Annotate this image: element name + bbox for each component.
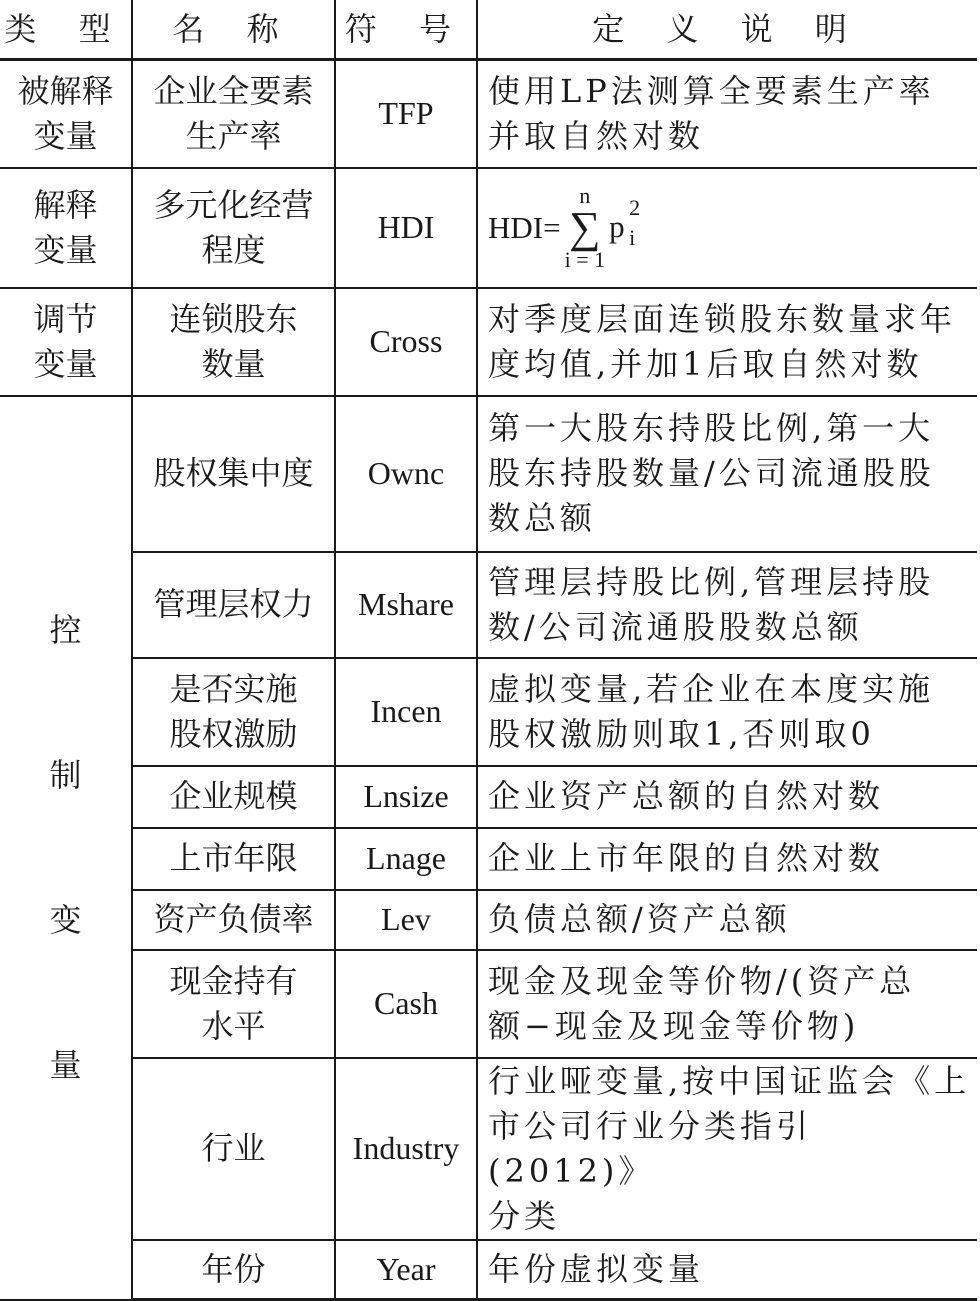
definition-text: 使用LP法测算全要素生产率 并取自然对数	[488, 71, 935, 155]
table-row-explanatory	[0, 168, 977, 288]
table-row-control	[0, 950, 977, 1058]
definition-cell	[477, 288, 977, 396]
type-cell	[0, 60, 132, 168]
name-cell	[132, 396, 335, 552]
symbol-cell: Incen	[335, 658, 477, 766]
header-definition: 定 义 说 明	[477, 0, 977, 60]
control-char: 变	[49, 900, 82, 939]
type-cell	[0, 288, 132, 396]
symbol-cell: Cross	[335, 288, 477, 396]
name-cell: 行业	[132, 1058, 335, 1240]
header-name: 名 称	[132, 0, 335, 60]
summation	[565, 184, 606, 272]
name-text: 企业全要素 生产率	[153, 71, 314, 155]
definition-cell	[477, 396, 977, 552]
table-header-row	[0, 0, 977, 60]
name-text: 多元化经营 程度	[153, 185, 314, 269]
symbol-cell: Cash	[335, 950, 477, 1058]
name-cell	[132, 552, 335, 658]
symbol-cell: Year	[335, 1240, 477, 1300]
name-text: 是否实施 股权激励	[169, 669, 298, 753]
symbol-cell: HDI	[335, 168, 477, 288]
control-char: 制	[49, 755, 82, 794]
name-cell	[132, 60, 335, 168]
name-cell	[132, 168, 335, 288]
table-row-control	[0, 1240, 977, 1300]
table-row-control	[0, 1058, 977, 1240]
definition-cell	[477, 552, 977, 658]
type-text: 被解释 变量	[17, 71, 114, 155]
sum-lower-limit: i = 1	[564, 246, 606, 272]
definition-text: 行业哑变量,按中国证监会《上 市公司行业分类指引(2012)》 分类	[488, 1061, 971, 1235]
symbol-cell: Mshare	[335, 552, 477, 658]
name-cell: 资产负债率	[132, 890, 335, 950]
name-cell	[132, 950, 335, 1058]
control-variable-type-cell	[0, 396, 132, 1300]
type-text: 调节 变量	[33, 299, 98, 383]
name-text: 管理层权力	[153, 585, 314, 623]
name-cell: 年份	[132, 1240, 335, 1300]
formula-term	[609, 194, 643, 252]
name-cell	[132, 288, 335, 396]
control-char: 量	[49, 1045, 82, 1084]
definition-cell	[477, 168, 977, 288]
formula-lhs: HDI=	[488, 210, 561, 245]
sum-upper-limit: n	[579, 182, 591, 208]
header-symbol: 符 号	[335, 0, 477, 60]
name-cell: 上市年限	[132, 828, 335, 890]
definition-text: 对季度层面连锁股东数量求年 度均值,并加1后取自然对数	[488, 299, 957, 383]
term-superscript: 2	[629, 194, 641, 220]
name-text: 现金持有 水平	[169, 961, 298, 1045]
header-type: 类 型	[0, 0, 132, 60]
definition-text: 现金及现金等价物/(资产总 额−现金及现金等价物)	[488, 961, 916, 1045]
definition-cell	[477, 950, 977, 1058]
table-row-control	[0, 396, 977, 552]
control-char: 控	[49, 610, 82, 649]
definition-cell: 企业上市年限的自然对数	[477, 828, 977, 890]
name-cell	[132, 658, 335, 766]
definition-cell	[477, 60, 977, 168]
definition-cell: 负债总额/资产总额	[477, 890, 977, 950]
name-text: 股权集中度	[153, 454, 314, 492]
term-subscript: i	[629, 224, 636, 250]
definition-text: 虚拟变量,若企业在本度实施 股权激励则取1,否则取0	[488, 669, 935, 753]
symbol-cell: Lev	[335, 890, 477, 950]
table-row-control	[0, 890, 977, 950]
symbol-cell: Lnage	[335, 828, 477, 890]
type-text: 解释 变量	[33, 185, 98, 269]
symbol-cell: TFP	[335, 60, 477, 168]
table-row-moderating	[0, 288, 977, 396]
definition-cell	[477, 658, 977, 766]
definition-cell	[477, 1058, 977, 1240]
hdi-formula	[488, 184, 643, 272]
symbol-cell: Industry	[335, 1058, 477, 1240]
name-cell: 企业规模	[132, 766, 335, 828]
type-cell	[0, 168, 132, 288]
definition-cell: 企业资产总额的自然对数	[477, 766, 977, 828]
symbol-cell: Lnsize	[335, 766, 477, 828]
sigma-symbol: ∑	[569, 202, 601, 252]
table-row-control	[0, 552, 977, 658]
name-text: 连锁股东 数量	[169, 299, 298, 383]
table-row-control	[0, 828, 977, 890]
definition-text: 管理层持股比例,管理层持股 数/公司流通股股数总额	[488, 562, 935, 646]
symbol-cell: Ownc	[335, 396, 477, 552]
definition-text: 第一大股东持股比例,第一大 股东持股数量/公司流通股股 数总额	[488, 409, 935, 537]
term-base: p	[609, 208, 625, 244]
table-row-dependent	[0, 60, 977, 168]
definition-cell: 年份虚拟变量	[477, 1240, 977, 1300]
table-row-control	[0, 658, 977, 766]
table-row-control	[0, 766, 977, 828]
